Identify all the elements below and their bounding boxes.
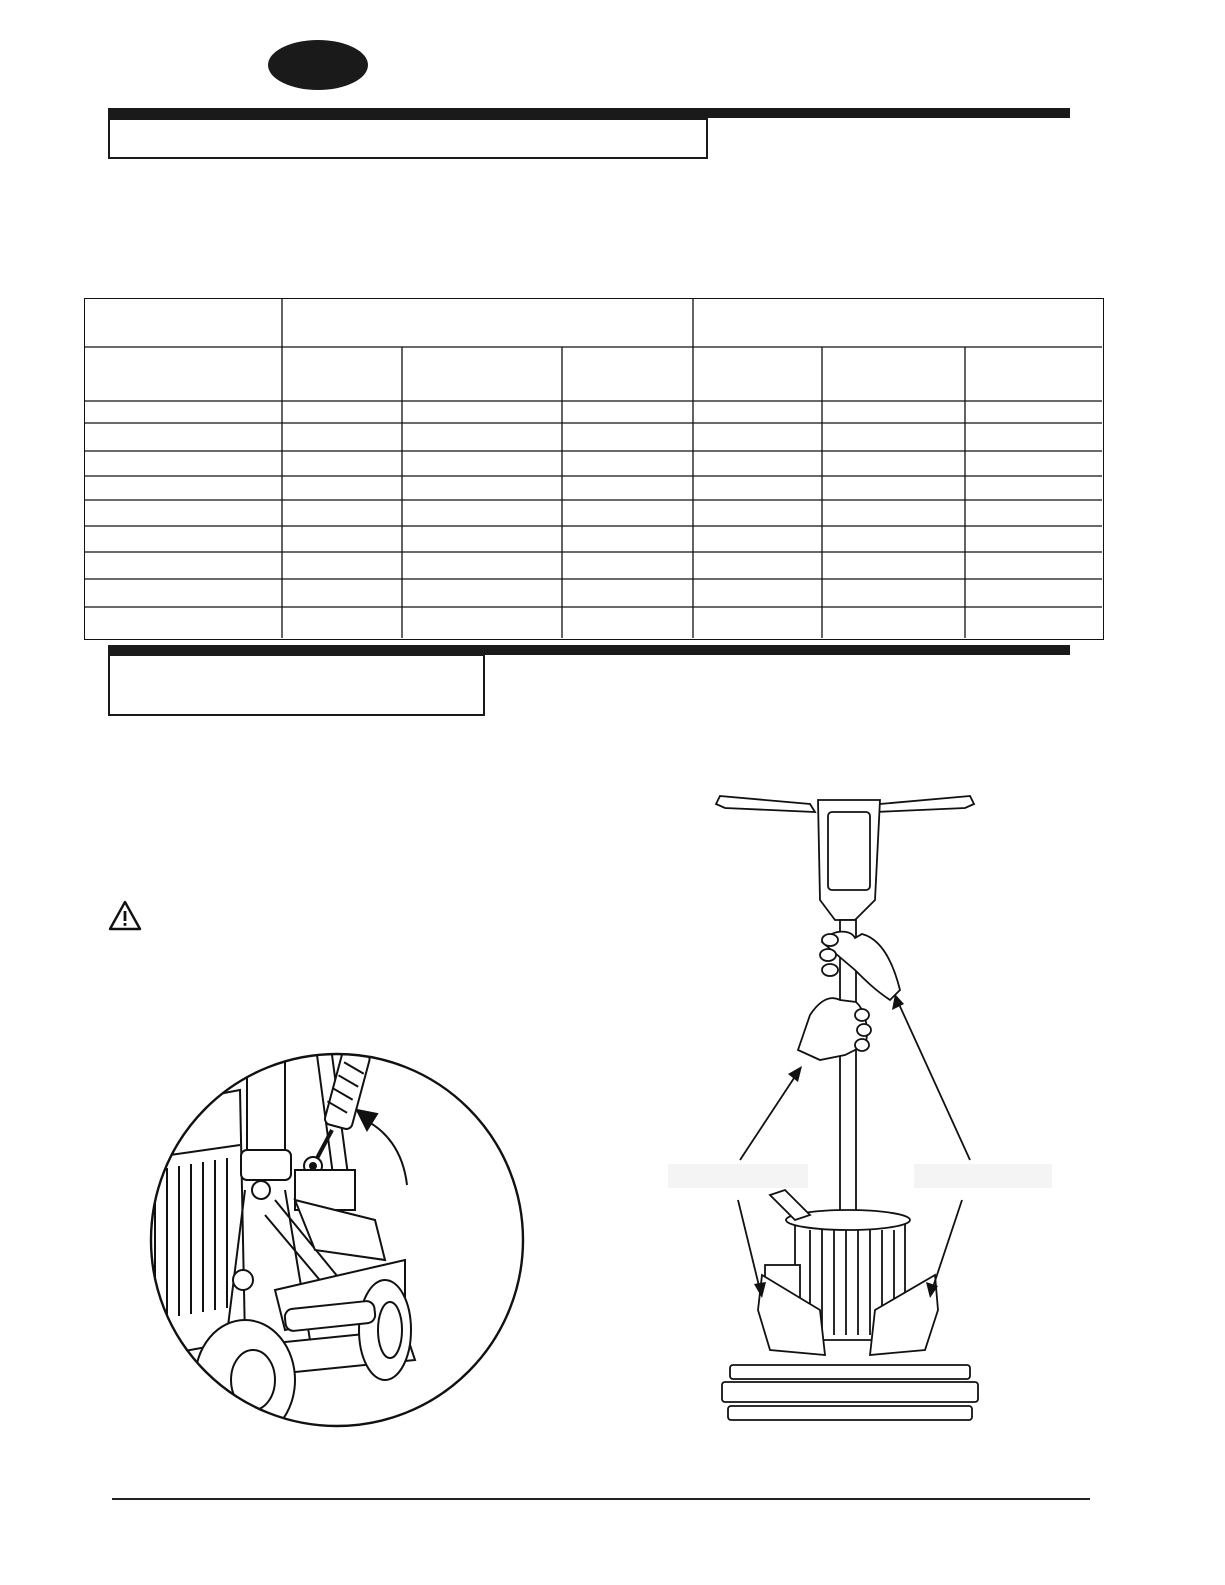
specification-table [84, 298, 1104, 640]
language-badge [268, 40, 368, 90]
warning-triangle-icon [108, 900, 142, 932]
left-callout-label-box [668, 1164, 808, 1188]
floor-machine-illustration [670, 790, 1065, 1440]
section2-heading-box [108, 654, 485, 716]
right-callout-label-box [914, 1164, 1052, 1188]
section1-rule [108, 108, 1070, 118]
footer-rule [112, 1498, 1090, 1500]
section1-heading-box [108, 118, 708, 159]
specification-table-grid [85, 299, 1102, 638]
lever-detail-illustration [145, 1050, 530, 1430]
